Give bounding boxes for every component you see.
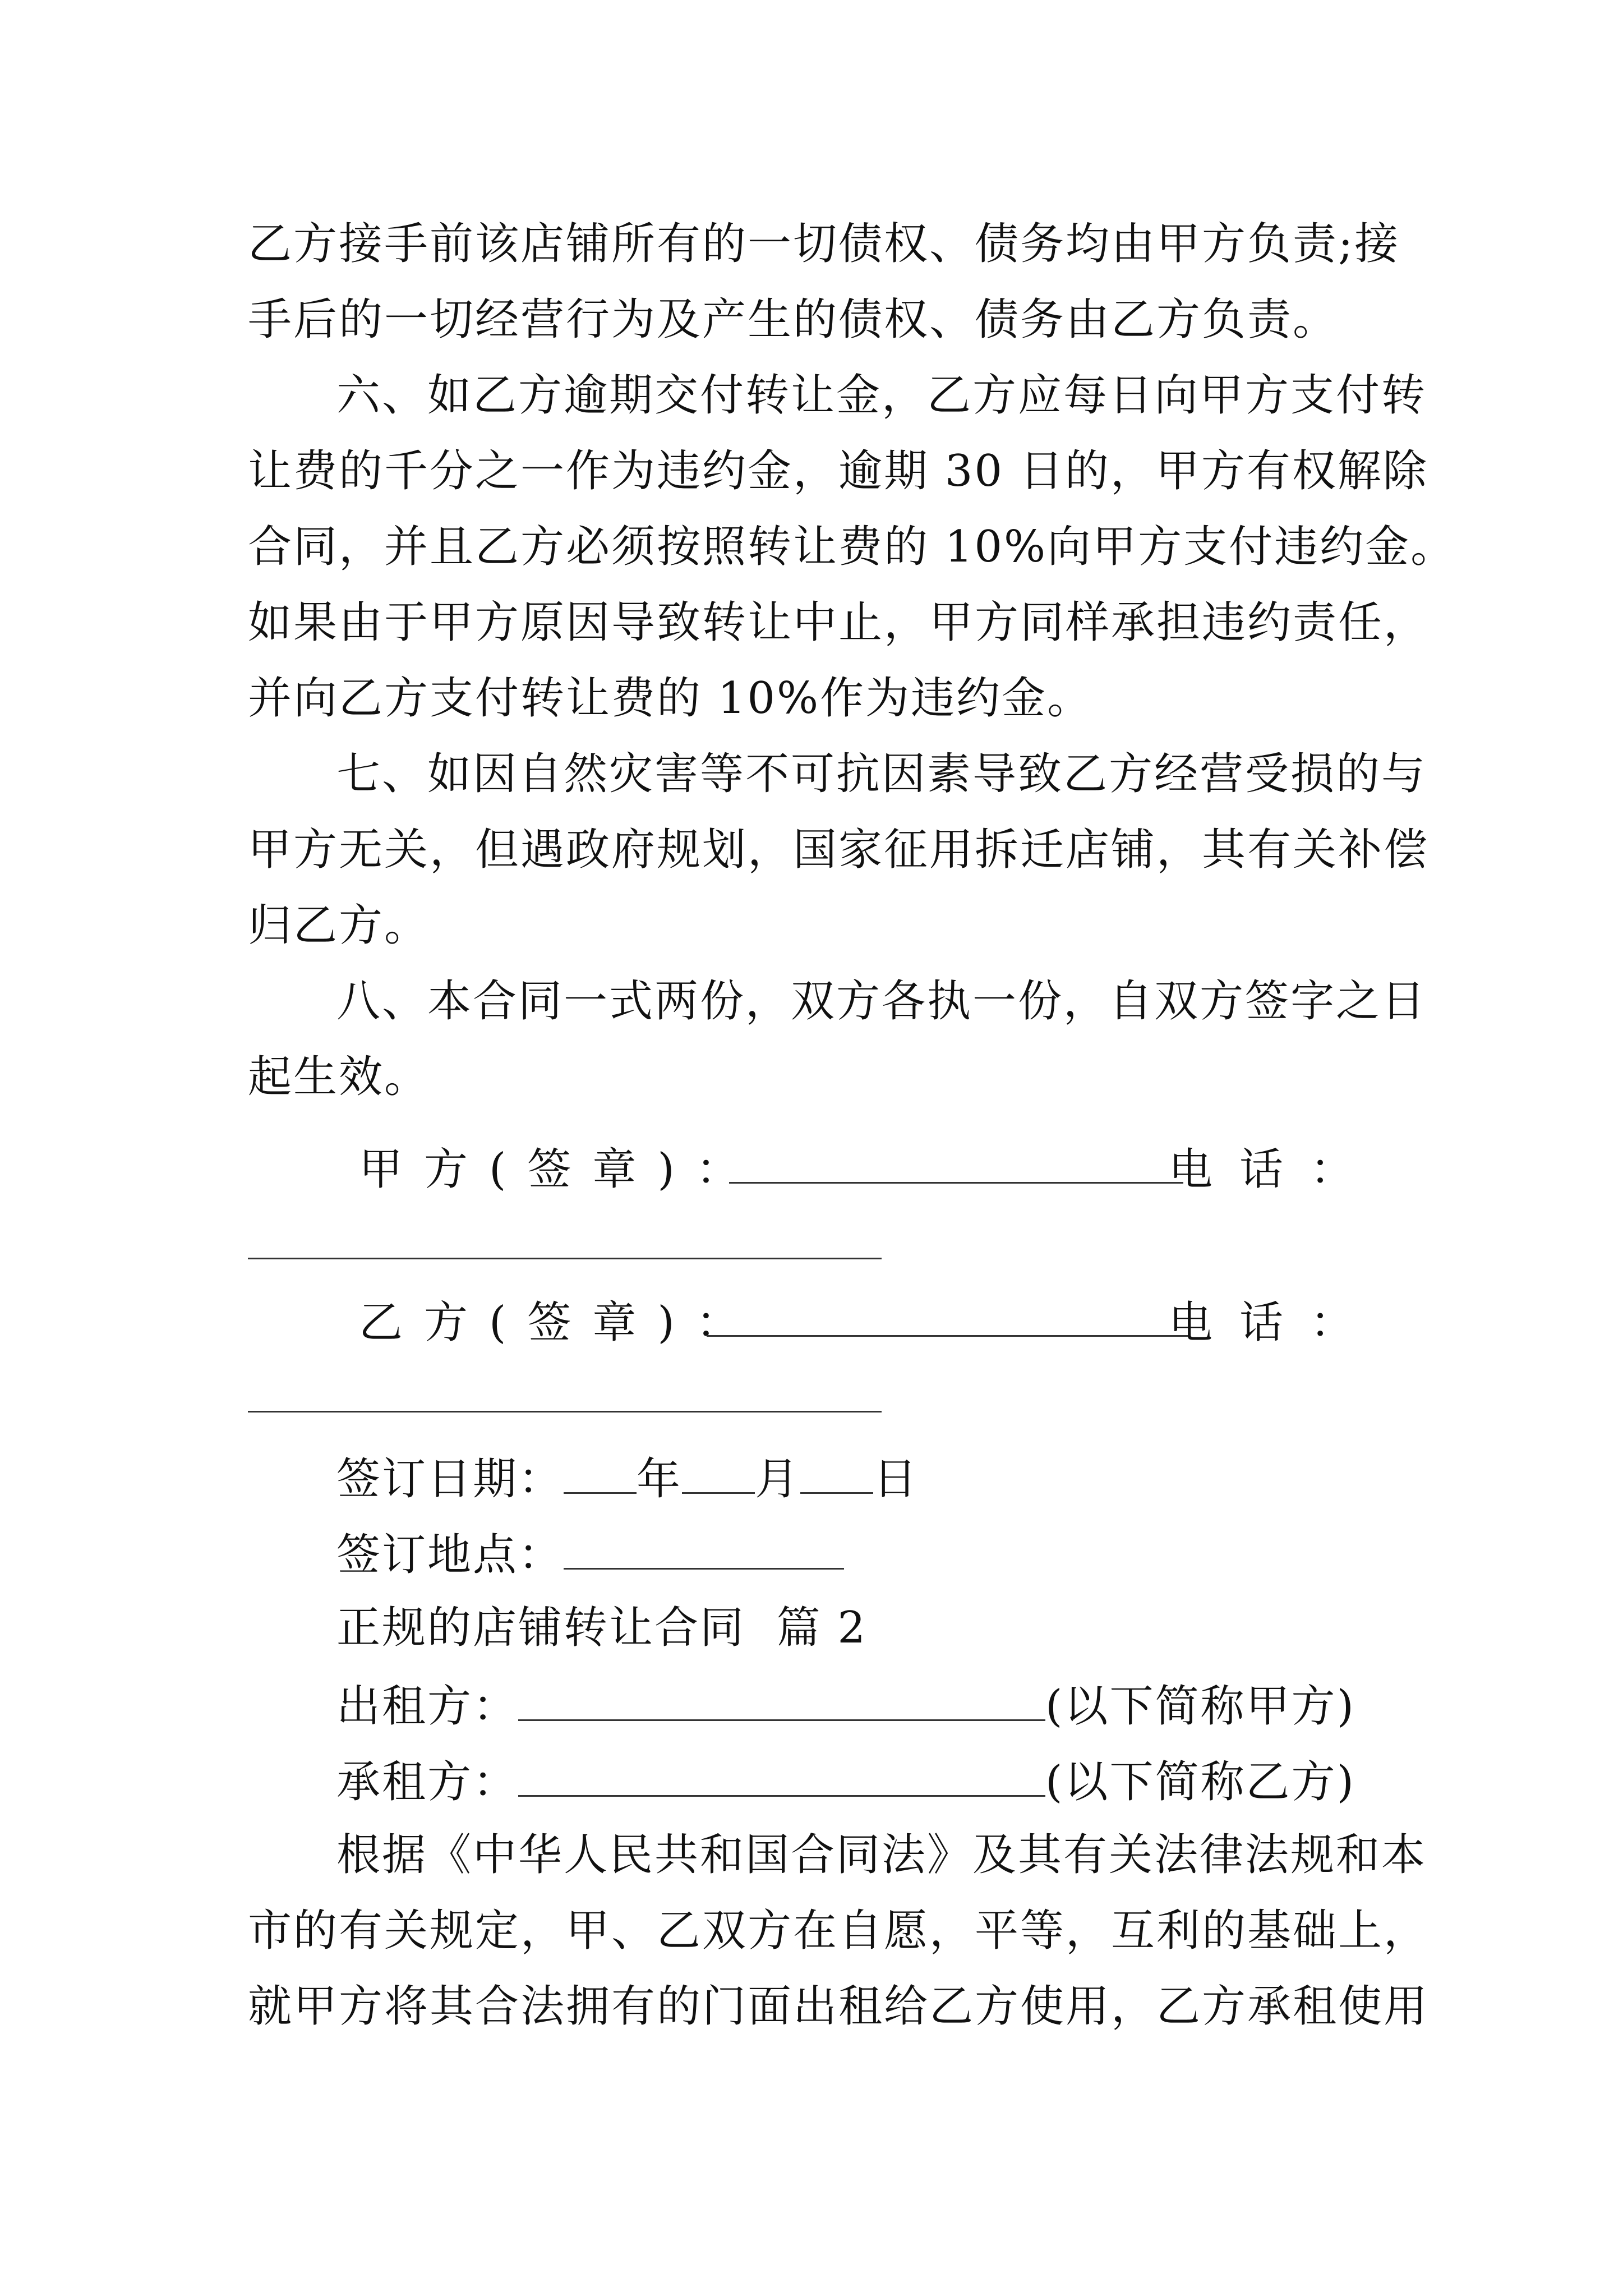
- para7-line-3: 归乙方。: [248, 900, 430, 951]
- para8-line-1: 八、本合同一式两份，双方各执一份，自双方签字之日: [336, 976, 1427, 1027]
- sign-month-blank[interactable]: [682, 1448, 755, 1494]
- party-a-label: 甲方(签章)：: [359, 1144, 761, 1195]
- lessee-blank[interactable]: [518, 1751, 1045, 1797]
- lessor-label: 出租方：: [336, 1681, 519, 1732]
- sign-place-row: [336, 1524, 1381, 1580]
- party-b-signature-blank[interactable]: [707, 1335, 1189, 1337]
- sign-day-unit: 日: [873, 1454, 919, 1504]
- party-a-signature-blank[interactable]: [729, 1182, 1183, 1184]
- lessor-suffix: (以下简称甲方): [1045, 1681, 1355, 1732]
- para6-line-4: 如果由于甲方原因导致转让中止，甲方同样承担违约责任，: [248, 597, 1430, 648]
- sign-day-blank[interactable]: [800, 1448, 873, 1494]
- lessee-row: [336, 1751, 1381, 1807]
- lessor-row: [336, 1676, 1381, 1732]
- lessee-suffix: (以下简称乙方): [1045, 1757, 1355, 1807]
- sign-date-row: [336, 1448, 1381, 1504]
- sign-year-unit: 年: [637, 1454, 683, 1504]
- para8-line-2: 起生效。: [248, 1052, 430, 1102]
- party-a-phone-blank[interactable]: [248, 1258, 882, 1259]
- para6-line-5: 并向乙方支付转让费的 10%作为违约金。: [248, 673, 1093, 724]
- sign-date-label: 签订日期：: [336, 1454, 564, 1504]
- para6-line-2: 让费的千分之一作为违约金，逾期 30 日的，甲方有权解除: [248, 446, 1428, 496]
- party-b-phone-label: 电话：: [1168, 1297, 1381, 1348]
- party-a-phone-label: 电话：: [1168, 1144, 1381, 1195]
- intro-line-3: 就甲方将其合法拥有的门面出租给乙方使用，乙方承租使用: [248, 1981, 1430, 2032]
- party-b-label: 乙方(签章)：: [359, 1297, 761, 1348]
- sign-place-blank[interactable]: [564, 1524, 844, 1570]
- party-b-phone-blank[interactable]: [248, 1411, 882, 1412]
- para6-line-1: 六、如乙方逾期交付转让金，乙方应每日向甲方支付转: [336, 370, 1427, 421]
- section2-title: 正规的店铺转让合同 篇 2: [336, 1603, 868, 1653]
- party-b-signature-row: [359, 1295, 1381, 1351]
- para5-line-2: 手后的一切经营行为及产生的债权、债务由乙方负责。: [248, 295, 1339, 345]
- lessor-blank[interactable]: [518, 1676, 1045, 1721]
- para5-line-1: 乙方接手前该店铺所有的一切债权、债务均由甲方负责;接: [248, 219, 1400, 269]
- para6-line-3: 合同，并且乙方必须按照转让费的 10%向甲方支付违约金。: [248, 522, 1456, 572]
- intro-line-2: 市的有关规定，甲、乙双方在自愿，平等，互利的基础上，: [248, 1906, 1430, 1956]
- para7-line-1: 七、如因自然灾害等不可抗因素导致乙方经营受损的与: [336, 749, 1427, 799]
- sign-place-label: 签订地点：: [336, 1530, 564, 1580]
- party-a-signature-row: [359, 1142, 1381, 1198]
- intro-line-1: 根据《中华人民共和国合同法》及其有关法律法规和本: [336, 1830, 1427, 1880]
- lessee-label: 承租方：: [336, 1757, 519, 1807]
- para7-line-2: 甲方无关，但遇政府规划，国家征用拆迁店铺，其有关补偿: [248, 825, 1430, 875]
- sign-month-unit: 月: [755, 1454, 801, 1504]
- sign-year-blank[interactable]: [564, 1448, 637, 1494]
